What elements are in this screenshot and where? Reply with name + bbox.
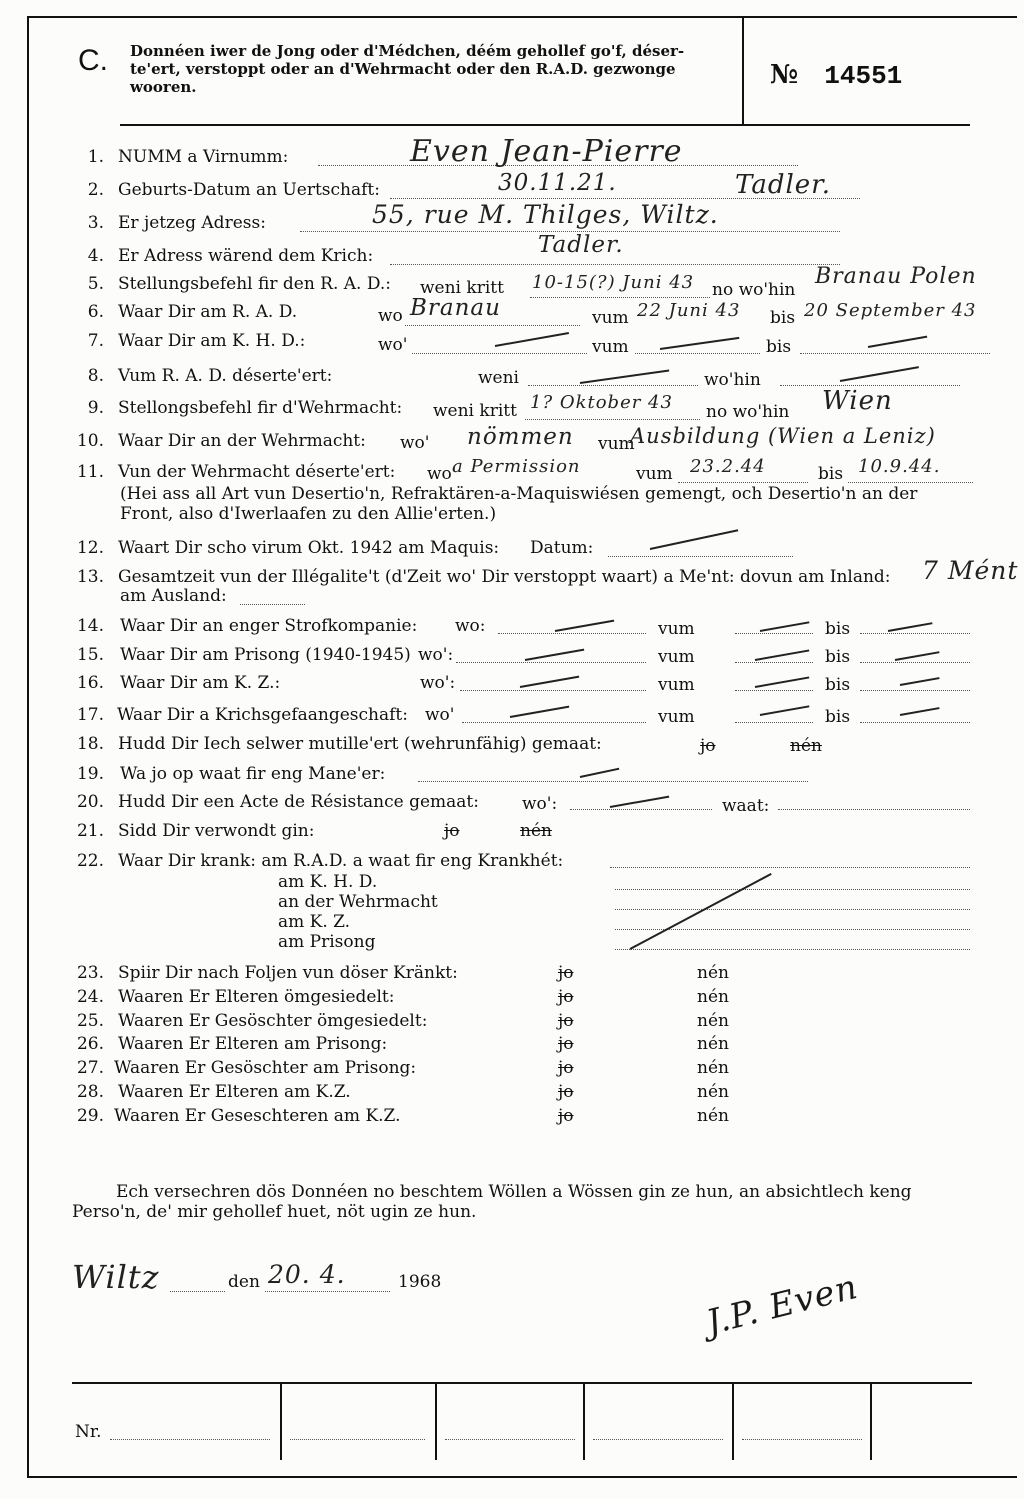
wehrmacht-from-value: Ausbildung (Wien a Leniz) [630, 424, 936, 448]
field-label: Waaren Er Elteren am K.Z. [118, 1082, 351, 1102]
field-label: Geburts-Datum an Uertschaft: [118, 180, 380, 200]
field-label: Wa jo op waat fir eng Mane'er: [120, 764, 386, 784]
bis-label: bis [818, 464, 844, 484]
field-number: 18. [76, 734, 104, 754]
field-label: Sidd Dir verwondt gin: [118, 821, 315, 841]
cell-divider [732, 1384, 734, 1460]
field-number: 21. [76, 821, 104, 841]
field-number: 8. [87, 366, 104, 386]
illegality-inland-value: 7 Mént [922, 556, 1019, 585]
bis-label: bis [825, 619, 851, 639]
field-number: 4. [87, 246, 104, 266]
field-number: 10. [76, 431, 104, 451]
field-number: 22. [76, 851, 104, 871]
fill-line [460, 689, 646, 691]
fill-line [240, 603, 305, 605]
signing-date-value: 20. 4. [268, 1260, 346, 1289]
field-number: 11. [76, 462, 104, 482]
weni-label: weni kritt [420, 278, 504, 298]
field-label: Vun der Wehrmacht déserte'ert: [118, 462, 396, 482]
no-option-struck: nén [790, 736, 822, 756]
wo-label: wo': [418, 645, 454, 665]
cell-divider [280, 1384, 282, 1460]
field-number: 3. [87, 213, 104, 233]
wo-label: wo': [420, 673, 456, 693]
field-number: 7. [87, 331, 104, 351]
ausland-label: am Ausland: [120, 586, 227, 606]
fill-line [735, 689, 813, 691]
yes-option-struck: jo [700, 736, 716, 756]
field-number: 26. [76, 1034, 104, 1054]
fill-line [445, 1438, 575, 1440]
no-option: nén [697, 1011, 729, 1031]
fill-line [735, 661, 813, 663]
vum-label: vum [658, 647, 695, 667]
wehrmacht-order-date-value: 1? Oktober 43 [530, 392, 673, 413]
fill-line [860, 721, 970, 723]
field-number: 2. [87, 180, 104, 200]
wo-label: wo' [425, 705, 455, 725]
wohin-label: no wo'hin [706, 402, 790, 422]
page-bottom-rule [27, 1476, 1017, 1478]
fill-line [528, 384, 698, 386]
field-label: Er jetzeg Adress: [118, 213, 266, 233]
fill-line [593, 1438, 723, 1440]
rad-until-value: 20 September 43 [804, 300, 977, 321]
rad-from-value: 22 Juni 43 [637, 300, 741, 321]
fill-line [405, 324, 580, 326]
header-rule [120, 124, 970, 126]
datum-label: Datum: [530, 538, 594, 558]
field-number: 12. [76, 538, 104, 558]
sick-khd-label: am K. H. D. [278, 872, 378, 892]
field-number: 19. [76, 764, 104, 784]
fill-line [860, 689, 970, 691]
waat-label: waat: [722, 796, 770, 816]
bis-label: bis [825, 675, 851, 695]
field-number: 17. [76, 705, 104, 725]
field-number: 5. [87, 274, 104, 294]
yes-option-struck: jo [558, 1011, 574, 1031]
fill-line [530, 296, 710, 298]
field-label: Vum R. A. D. déserte'ert: [118, 366, 333, 386]
fill-line [390, 263, 840, 265]
no-option: nén [697, 987, 729, 1007]
cell-divider [435, 1384, 437, 1460]
wo-label: wo' [427, 464, 457, 484]
field-number: 15. [76, 645, 104, 665]
field-label: Waaren Er Elteren ömgesiedelt: [118, 987, 395, 1007]
field-label: Waar Dir am K. H. D.: [118, 331, 306, 351]
field-label: Waar Dir krank: am R.A.D. a waat fir eng Krankhét: [118, 851, 564, 871]
field-label: Waart Dir scho virum Okt. 1942 am Maquis: [118, 538, 500, 558]
fill-line [456, 661, 646, 663]
fill-line [525, 418, 700, 420]
sick-kz-label: am K. Z. [278, 912, 351, 932]
yes-option-struck: jo [558, 963, 574, 983]
bis-label: bis [770, 308, 796, 328]
vum-label: vum [636, 464, 673, 484]
field-label: Hudd Dir Iech selwer mutille'ert (wehrunfähig) gemaat: [118, 734, 602, 754]
field-label: Er Adress wärend dem Krich: [118, 246, 374, 266]
wohin-label: no wo'hin [712, 280, 796, 300]
fill-line [412, 352, 587, 354]
fill-line [635, 352, 760, 354]
weni-label: weni kritt [433, 401, 517, 421]
fill-line [742, 1438, 862, 1440]
fill-line [735, 632, 813, 634]
wo-label: wo' [400, 433, 430, 453]
fill-line [800, 352, 990, 354]
field-label: Waaren Er Geseschteren am K.Z. [114, 1106, 401, 1126]
field-label: Spiir Dir nach Foljen vun döser Kränkt: [118, 963, 458, 983]
fill-line [290, 1438, 425, 1440]
field-number: 25. [76, 1011, 104, 1031]
field-label: Waaren Er Gesöschter am Prisong: [114, 1058, 417, 1078]
yes-option-struck: jo [558, 1034, 574, 1054]
vum-label: vum [598, 434, 635, 454]
wo-label: wo': [522, 794, 558, 814]
birth-date-value: 30.11.21. [498, 170, 617, 196]
sick-prisong-label: am Prisong [278, 932, 376, 952]
desertion-until-value: 10.9.44. [858, 456, 941, 477]
signature: J.P. Even [702, 1266, 862, 1344]
declaration-text: Ech versechren dös Donnéen no beschtem Wöllen a Wössen gin ze hun, an absichtlech keng Perso'n, de' mir gehollef huet, nöt ugin ze hun. [72, 1182, 912, 1222]
field-label: Stellungsbefehl fir den R. A. D.: [118, 274, 392, 294]
field-label: Stellongsbefehl fir d'Wehrmacht: [118, 398, 403, 418]
birth-place-value: Tadler. [735, 170, 832, 200]
fill-line [610, 866, 970, 868]
section-letter: C. [78, 44, 108, 77]
yes-option-struck: jo [558, 1058, 574, 1078]
fill-line [848, 481, 973, 483]
fill-line [608, 555, 793, 557]
rad-place-value: Branau [410, 295, 501, 321]
nr-label: Nr. [75, 1422, 102, 1442]
field-number: 9. [87, 398, 104, 418]
no-option: nén [697, 1082, 729, 1102]
fill-line [498, 632, 646, 634]
field-label: Waaren Er Elteren am Prisong: [118, 1034, 388, 1054]
number-sign: № [770, 60, 799, 90]
field-label: Gesamtzeit vun der Illégalite't (d'Zeit wo' Dir verstoppt waart) a Me'nt: dovun am Inland: [118, 567, 891, 587]
no-option: nén [697, 1034, 729, 1054]
signing-place-value: Wiltz [72, 1258, 160, 1296]
fill-line [265, 1290, 390, 1292]
fill-line [678, 481, 808, 483]
rad-destination-value: Branau Polen [815, 264, 977, 289]
field-label: Waar Dir an enger Strofkompanie: [120, 616, 418, 636]
wo-label: wo [378, 306, 403, 326]
name-value: Even Jean-Pierre [410, 134, 683, 169]
desertion-note: (Hei ass all Art vun Desertio'n, Refraktären-a-Maquiswiésen gemengt, och Desertio'n an der Front, also d'Iwerlaafen zu den Allie'erten.) [120, 484, 918, 524]
fill-line [615, 888, 970, 890]
vum-label: vum [658, 619, 695, 639]
vum-label: vum [658, 675, 695, 695]
wehrmacht-destination-value: Wien [822, 386, 893, 416]
form-intro: Donnéen iwer de Jong oder d'Médchen, déém gehollef go'f, déser-te'ert, verstoppt oder an d'Wehrmacht oder den R.A.D. gezwonge wooren. [130, 42, 685, 96]
field-number: 14. [76, 616, 104, 636]
field-label: NUMM a Virnumm: [118, 147, 289, 167]
wo-label: wo' [378, 335, 408, 355]
field-label: Waar Dir am Prisong (1940-1945) [120, 645, 411, 665]
field-label: Waaren Er Gesöschter ömgesiedelt: [118, 1011, 428, 1031]
no-option: nén [697, 963, 729, 983]
fill-line [615, 948, 970, 950]
yes-option-struck: jo [444, 821, 460, 841]
desertion-from-value: 23.2.44 [690, 456, 766, 477]
cell-divider [583, 1384, 585, 1460]
field-number: 16. [76, 673, 104, 693]
field-number: 23. [76, 963, 104, 983]
no-option-struck: nén [520, 821, 552, 841]
no-option: nén [697, 1058, 729, 1078]
no-option: nén [697, 1106, 729, 1126]
war-address-value: Tadler. [538, 232, 624, 258]
desertion-place-value: a Permission [452, 456, 581, 477]
field-number: 27. [76, 1058, 104, 1078]
yes-option-struck: jo [558, 1106, 574, 1126]
wo-label: wo: [455, 616, 486, 636]
field-number: 6. [87, 302, 104, 322]
form-number [770, 60, 902, 91]
cell-divider [870, 1384, 872, 1460]
field-number: 1. [87, 147, 104, 167]
fill-line [860, 661, 970, 663]
yes-option-struck: jo [558, 1082, 574, 1102]
field-label: Hudd Dir een Acte de Résistance gemaat: [118, 792, 479, 812]
wohin-label: wo'hin [704, 370, 761, 390]
bottom-rule [72, 1382, 972, 1384]
fill-line [418, 780, 808, 782]
weni-label: weni [478, 368, 519, 388]
field-number: 24. [76, 987, 104, 1007]
fill-line [778, 808, 970, 810]
address-value: 55, rue M. Thilges, Wiltz. [372, 200, 719, 229]
field-number: 13. [76, 567, 104, 587]
wehrmacht-place-value: nömmen [467, 424, 574, 450]
fill-line [860, 632, 970, 634]
fill-line [110, 1438, 270, 1440]
bis-label: bis [825, 647, 851, 667]
bis-label: bis [825, 707, 851, 727]
field-label: Waar Dir am R. A. D. [118, 302, 298, 322]
field-number: 29. [76, 1106, 104, 1126]
vum-label: vum [592, 308, 629, 328]
field-label: Waar Dir an der Wehrmacht: [118, 431, 366, 451]
fill-line [170, 1290, 225, 1292]
fill-line [735, 721, 813, 723]
bis-label: bis [766, 337, 792, 357]
field-label: Waar Dir a Krichsgefaangeschaft: [117, 705, 408, 725]
fill-line [462, 721, 646, 723]
sick-wehrmacht-label: an der Wehrmacht [278, 892, 438, 912]
field-number: 28. [76, 1082, 104, 1102]
serial-number: 14551 [824, 61, 903, 91]
rad-order-date-value: 10-15(?) Juni 43 [532, 272, 695, 293]
field-number: 20. [76, 792, 104, 812]
field-label: Waar Dir am K. Z.: [120, 673, 281, 693]
fill-line [615, 908, 970, 910]
vum-label: vum [592, 337, 629, 357]
signing-year: 1968 [398, 1272, 442, 1292]
fill-line [570, 808, 712, 810]
yes-option-struck: jo [558, 987, 574, 1007]
header-divider [742, 16, 744, 124]
vum-label: vum [658, 707, 695, 727]
den-label: den [228, 1272, 260, 1292]
